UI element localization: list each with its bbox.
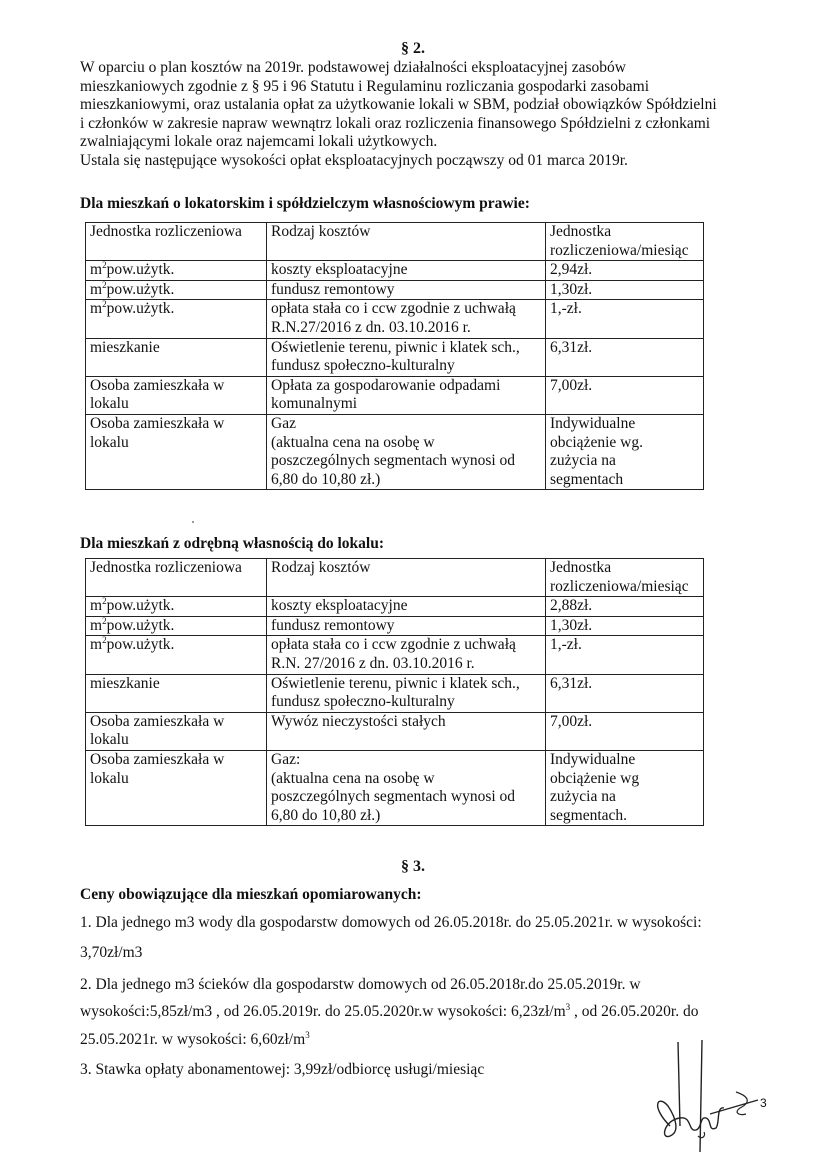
- table-cell: fundusz remontowy: [267, 280, 546, 300]
- table-header: [86, 559, 704, 597]
- table-row: [86, 750, 704, 825]
- header-cell: Jednostka rozliczeniowa: [86, 223, 267, 261]
- table-row: [86, 674, 704, 712]
- table-cell: Osoba zamieszkała w lokalu: [86, 750, 267, 825]
- table-cell: fundusz remontowy: [267, 616, 546, 636]
- price-item-water-value: 3,70zł/m3: [80, 944, 143, 961]
- table-cell: Oświetlenie terenu, piwnic i klatek sch., fundusz społeczno-kulturalny: [267, 674, 546, 712]
- table-row: [86, 338, 704, 376]
- intro-line: W oparciu o plan kosztów na 2019r. podstawowej działalności eksploatacyjnej zasobów: [80, 59, 626, 76]
- header-cell: Rodzaj kosztów: [267, 223, 546, 261]
- fees-table-cooperative: [85, 222, 704, 490]
- table-cell: koszty eksploatacyjne: [267, 261, 546, 281]
- table-cell: Osoba zamieszkała w lokalu: [86, 712, 267, 750]
- table-cell: koszty eksploatacyjne: [267, 597, 546, 617]
- table-cell: Opłata za gospodarowanie odpadami komunalnymi: [267, 376, 546, 414]
- table-cell: Osoba zamieszkała w lokalu: [86, 414, 267, 489]
- table-cell: Indywidualne obciążenie wg. zużycia na segmentach: [546, 414, 704, 489]
- intro-line: mieszkaniowymi, oraz ustalania opłat za użytkowanie lokali w SBM, podział obowiązków Spółdzielni: [80, 96, 717, 114]
- table-cell: $m^2pow.użytk$.: [86, 636, 267, 674]
- table-cell: Indywidualne obciążenie wg zużycia na segmentach.: [546, 750, 704, 825]
- table-cell: 7,00zł.: [546, 376, 704, 414]
- table-row: [86, 280, 704, 300]
- table-cell: 6,31zł.: [546, 674, 704, 712]
- table-cell: Wywóz nieczystości stałych: [267, 712, 546, 750]
- table-header: [86, 223, 704, 261]
- table-cell: opłata stała co i ccw zgodnie z uchwałą R.N. 27/2016 z dn. 03.10.2016 r.: [267, 636, 546, 674]
- price-item-subscription: 3. Stawka opłaty abonamentowej: 3,99zł/odbiorcę usługi/miesiąc: [80, 1061, 485, 1078]
- intro-line: i członków w zakresie napraw wewnątrz lokali oraz rozliczenia finansowego Spółdzielni z członkami: [80, 114, 711, 132]
- table-cell: 7,00zł.: [546, 712, 704, 750]
- intro-line: mieszkaniowych zgodnie z § 95 i 96 Statutu i Regulaminu rozliczania gospodarki zasobami: [80, 77, 650, 95]
- table-cell: $m^2pow.użytk$.: [86, 300, 267, 338]
- table-cell: 2,88zł.: [546, 597, 704, 617]
- table-cell: Osoba zamieszkała w lokalu: [86, 376, 267, 414]
- page-number: 3: [760, 1096, 767, 1110]
- table-2-heading: Dla mieszkań z odrębną własnością do lokalu:: [80, 535, 385, 552]
- table-cell: opłata stała co i ccw zgodnie z uchwałą R.N.27/2016 z dn. 03.10.2016 r.: [267, 300, 546, 338]
- section-2-title: § 2.: [401, 40, 425, 57]
- table-cell: 1,30zł.: [546, 280, 704, 300]
- table-cell: 1,30zł.: [546, 616, 704, 636]
- table-row: [86, 597, 704, 617]
- header-cell: Rodzaj kosztów: [267, 559, 546, 597]
- table-cell: $m^2pow.użytk$.: [86, 261, 267, 281]
- price-item-sewage-rate-2021: 25.05.2021r. w wysokości: $6,60zł/m^3$: [80, 1029, 310, 1048]
- signature-icon: [640, 1036, 760, 1156]
- table-cell: 1,-zł.: [546, 636, 704, 674]
- header-cell: Jednostka rozliczeniowa/miesiąc: [546, 223, 704, 261]
- table-row: [86, 414, 704, 489]
- table-row: [86, 616, 704, 636]
- table-cell: Gaz (aktualna cena na osobę w poszczególnych segmentach wynosi od 6,80 do 10,80 zł.): [267, 414, 546, 489]
- table-cell: $m^2pow.użytk$.: [86, 280, 267, 300]
- table-cell: 1,-zł.: [546, 300, 704, 338]
- table-cell: Gaz: (aktualna cena na osobę w poszczególnych segmentach wynosi od 6,80 do 10,80 zł.): [267, 750, 546, 825]
- table-row: [86, 712, 704, 750]
- header-cell: Jednostka rozliczeniowa/miesiąc: [546, 559, 704, 597]
- section-2-intro: [80, 59, 770, 171]
- intro-line: Ustala się następujące wysokości opłat eksploatacyjnych począwszy od 01 marca 2019r.: [80, 151, 628, 169]
- table-cell: mieszkanie: [86, 338, 267, 376]
- table-1-heading: Dla mieszkań o lokatorskim i spółdzielczym własnościowym prawie:: [80, 195, 530, 212]
- table-cell: $m^2pow.użytk$.: [86, 597, 267, 617]
- table-cell: mieszkanie: [86, 674, 267, 712]
- section-3-heading: Ceny obowiązujące dla mieszkań opomiarowanych:: [80, 886, 422, 903]
- table-cell: 2,94zł.: [546, 261, 704, 281]
- table-cell: Oświetlenie terenu, piwnic i klatek sch., fundusz społeczno-kulturalny: [267, 338, 546, 376]
- table-cell: 6,31zł.: [546, 338, 704, 376]
- price-item-sewage-rates: wysokości:5,85zł/m3 , od 26.05.2019r. do 25.05.2020r.w wysokości: $6,23zł/m^3$ , od 26.05.2020r. do: [80, 1001, 699, 1020]
- table-row: [86, 636, 704, 674]
- table-row: [86, 376, 704, 414]
- table-cell: $m^2pow.użytk$.: [86, 616, 267, 636]
- price-item-water: 1. Dla jednego m3 wody dla gospodarstw domowych od 26.05.2018r. do 25.05.2021r. w wysokości:: [80, 914, 702, 931]
- table-row: [86, 261, 704, 281]
- price-item-sewage: 2. Dla jednego m3 ścieków dla gospodarstw domowych od 26.05.2018r.do 25.05.2019r. w: [80, 976, 641, 993]
- header-cell: Jednostka rozliczeniowa: [86, 559, 267, 597]
- fees-table-separate-ownership: [85, 558, 704, 826]
- table-row: [86, 300, 704, 338]
- section-3-title: § 3.: [401, 858, 425, 875]
- intro-line: zwalniającymi lokale oraz najemcami lokali użytkowych.: [80, 133, 438, 151]
